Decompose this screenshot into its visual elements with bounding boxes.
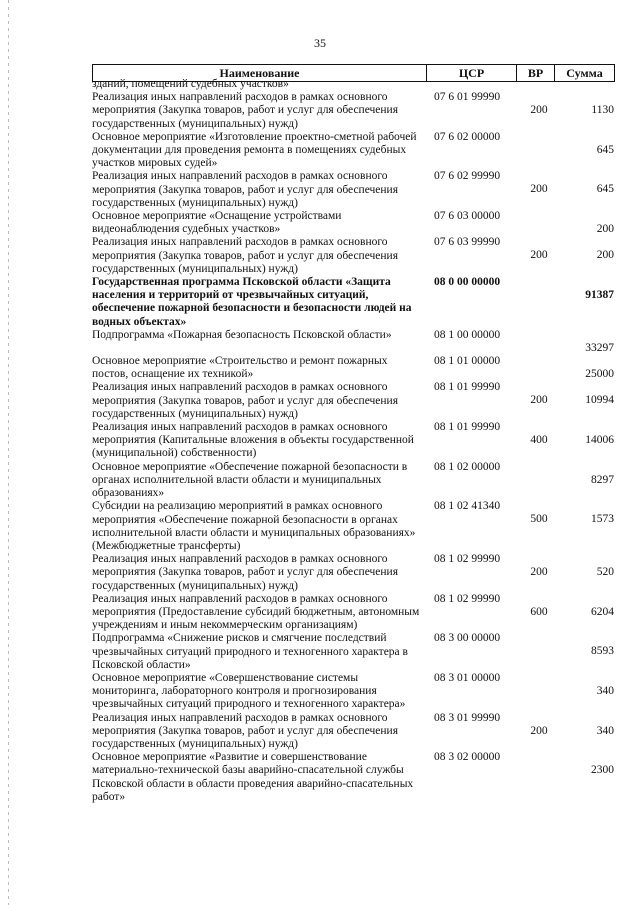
row-name: зданий, помещений судебных участков» (92, 78, 289, 90)
table-row (92, 210, 614, 236)
table-row (92, 276, 614, 329)
row-vr-code (522, 329, 556, 342)
row-name: Реализация иных направлений расходов в рамках основного мероприятия (Закупка товаров, работ и услуг для обеспечения государственных (муниципальных) нужд) (92, 236, 399, 275)
header-name: Наименование (93, 65, 427, 82)
row-vr-code: 500 (530, 513, 548, 526)
row-csr-code: 08 3 01 00000 (434, 671, 501, 684)
row-sum: 10994 (585, 394, 614, 407)
row-csr-code: 08 1 01 99990 (434, 421, 501, 434)
row-sum: 25000 (585, 368, 614, 381)
row-sum: 340 (596, 684, 614, 697)
row-name: Реализация иных направлений расходов в рамках основного мероприятия (Закупка товаров, работ и услуг для обеспечения государственных (муниципальных) нужд) (92, 711, 399, 750)
row-csr-code: 07 6 03 00000 (434, 210, 501, 223)
table-row (92, 632, 614, 672)
table-row (92, 355, 614, 381)
row-vr-code (522, 355, 556, 368)
header-csr: ЦСР (427, 65, 517, 82)
row-sum: 1130 (591, 104, 614, 117)
budget-table-body (92, 78, 614, 804)
table-row (92, 329, 614, 355)
row-sum: 91387 (585, 289, 614, 302)
row-name: Подпрограмма «Пожарная безопасность Псковской области» (92, 328, 392, 341)
table-row (92, 712, 614, 752)
row-name: Субсидии на реализацию мероприятий в рамках основного мероприятия «Обеспечение пожарной безопасности в органах исполнительной власти области и муниципальных образованиях» (Межбюджетные трансферты) (92, 500, 416, 552)
row-name: Основное мероприятие «Строительство и ремонт пожарных постов, оснащение их техникой» (92, 355, 388, 381)
row-vr-code: 200 (530, 183, 548, 196)
table-row (92, 78, 614, 91)
row-name: Реализация иных направлений расходов в рамках основного мероприятия (Закупка товаров, работ и услуг для обеспечения государственных (муниципальных) нужд) (92, 553, 399, 592)
table-row (92, 236, 614, 276)
row-vr-code: 600 (530, 605, 548, 618)
row-vr-code (522, 131, 556, 144)
row-sum: 14006 (585, 434, 614, 447)
row-vr-code (522, 751, 556, 764)
row-sum: 200 (596, 249, 614, 262)
table-row (92, 593, 614, 633)
row-csr-code: 07 6 02 99990 (434, 170, 501, 183)
row-csr-code: 07 6 02 00000 (434, 130, 501, 143)
scan-margin-line (8, 0, 9, 905)
row-csr-code: 07 6 03 99990 (434, 236, 501, 249)
row-csr-code: 08 1 02 00000 (434, 460, 501, 473)
row-csr-code: 08 3 01 99990 (434, 711, 501, 724)
table-row (92, 751, 614, 804)
row-name: Подпрограмма «Снижение рисков и смягчение последствий чрезвычайных ситуаций природного и техногенного характера в Псковской области» (92, 632, 408, 671)
row-vr-code (522, 632, 556, 645)
table-row (92, 381, 614, 421)
row-sum: 8593 (591, 645, 614, 658)
row-csr-code: 07 6 01 99990 (434, 91, 501, 104)
header-vr: ВР (517, 65, 555, 82)
row-sum: 200 (596, 223, 614, 236)
row-csr-code: 08 1 02 99990 (434, 553, 501, 566)
row-sum: 8297 (591, 473, 614, 486)
row-vr-code (522, 210, 556, 223)
row-sum: 645 (596, 183, 614, 196)
row-csr-code: 08 1 00 00000 (434, 328, 501, 341)
row-sum: 645 (596, 143, 614, 156)
row-name: Реализация иных направлений расходов в рамках основного мероприятия (Закупка товаров, работ и услуг для обеспечения государственных (муниципальных) нужд) (92, 170, 399, 209)
table-row (92, 91, 614, 131)
row-vr-code (522, 461, 556, 474)
row-vr-code: 200 (530, 104, 548, 117)
row-sum: 2300 (591, 764, 614, 777)
row-sum: 6204 (591, 605, 614, 618)
row-vr-code: 200 (530, 724, 548, 737)
table-row (92, 170, 614, 210)
row-name: Реализация иных направлений расходов в рамках основного мероприятия (Закупка товаров, работ и услуг для обеспечения государственных (муниципальных) нужд) (92, 91, 399, 130)
row-name: Реализация иных направлений расходов в рамках основного мероприятия (Закупка товаров, работ и услуг для обеспечения государственных (муниципальных) нужд) (92, 381, 399, 420)
row-name: Основное мероприятие «Изготовление проектно-сметной рабочей документации для проведения ремонта в помещениях судебных участков мировых судей» (92, 130, 417, 170)
row-name: Основное мероприятие «Обеспечение пожарной безопасности в органах исполнительной власти области и муниципальных образованиях» (92, 460, 408, 500)
table-row (92, 553, 614, 593)
table-row (92, 461, 614, 501)
table-row (92, 131, 614, 171)
row-vr-code: 200 (530, 394, 548, 407)
row-csr-code: 08 1 02 41340 (434, 500, 501, 513)
table-row (92, 500, 614, 553)
row-vr-code: 400 (530, 434, 548, 447)
row-vr-code: 200 (530, 566, 548, 579)
row-csr-code: 08 3 02 00000 (434, 751, 501, 764)
page-number: 35 (314, 36, 326, 50)
row-vr-code (522, 672, 556, 685)
row-csr-code: 08 3 00 00000 (434, 632, 501, 645)
header-sum: Сумма (555, 65, 615, 82)
row-csr-code: 08 1 02 99990 (434, 592, 501, 605)
row-sum: 33297 (585, 341, 614, 354)
row-sum: 340 (596, 724, 614, 737)
row-sum: 1573 (591, 513, 614, 526)
row-name: Основное мероприятие «Развитие и совершенствование материально-технической базы аварийно-спасательной службы Псковской области в области проведения аварийно-спасательных работ» (92, 751, 414, 803)
row-name: Основное мероприятие «Оснащение устройствами видеонаблюдения судебных участков» (92, 210, 342, 236)
row-sum: 520 (596, 566, 614, 579)
row-csr-code: 08 0 00 00000 (434, 276, 501, 289)
table-row (92, 421, 614, 461)
row-csr-code: 08 1 01 99990 (434, 381, 501, 394)
row-name: Государственная программа Псковской области «Защита населения и территорий от чрезвычайных ситуаций, обеспечение пожарной безопасности и безопасности людей на водных объектах» (92, 276, 412, 328)
row-csr-code: 08 1 01 00000 (434, 355, 501, 368)
row-vr-code (522, 276, 556, 289)
row-name: Реализация иных направлений расходов в рамках основного мероприятия (Предоставление субсидий бюджетным, автономным учреждениям и иным некоммерческим организациям) (92, 592, 420, 632)
table-row (92, 672, 614, 712)
row-name: Основное мероприятие «Совершенствование системы мониторинга, лабораторного контроля и прогнозирования чрезвычайных ситуаций природного и техногенного характера» (92, 671, 406, 711)
row-name: Реализация иных направлений расходов в рамках основного мероприятия (Капитальные вложения в объекты государственной (муниципальной) собственности) (92, 421, 414, 460)
row-vr-code: 200 (530, 249, 548, 262)
